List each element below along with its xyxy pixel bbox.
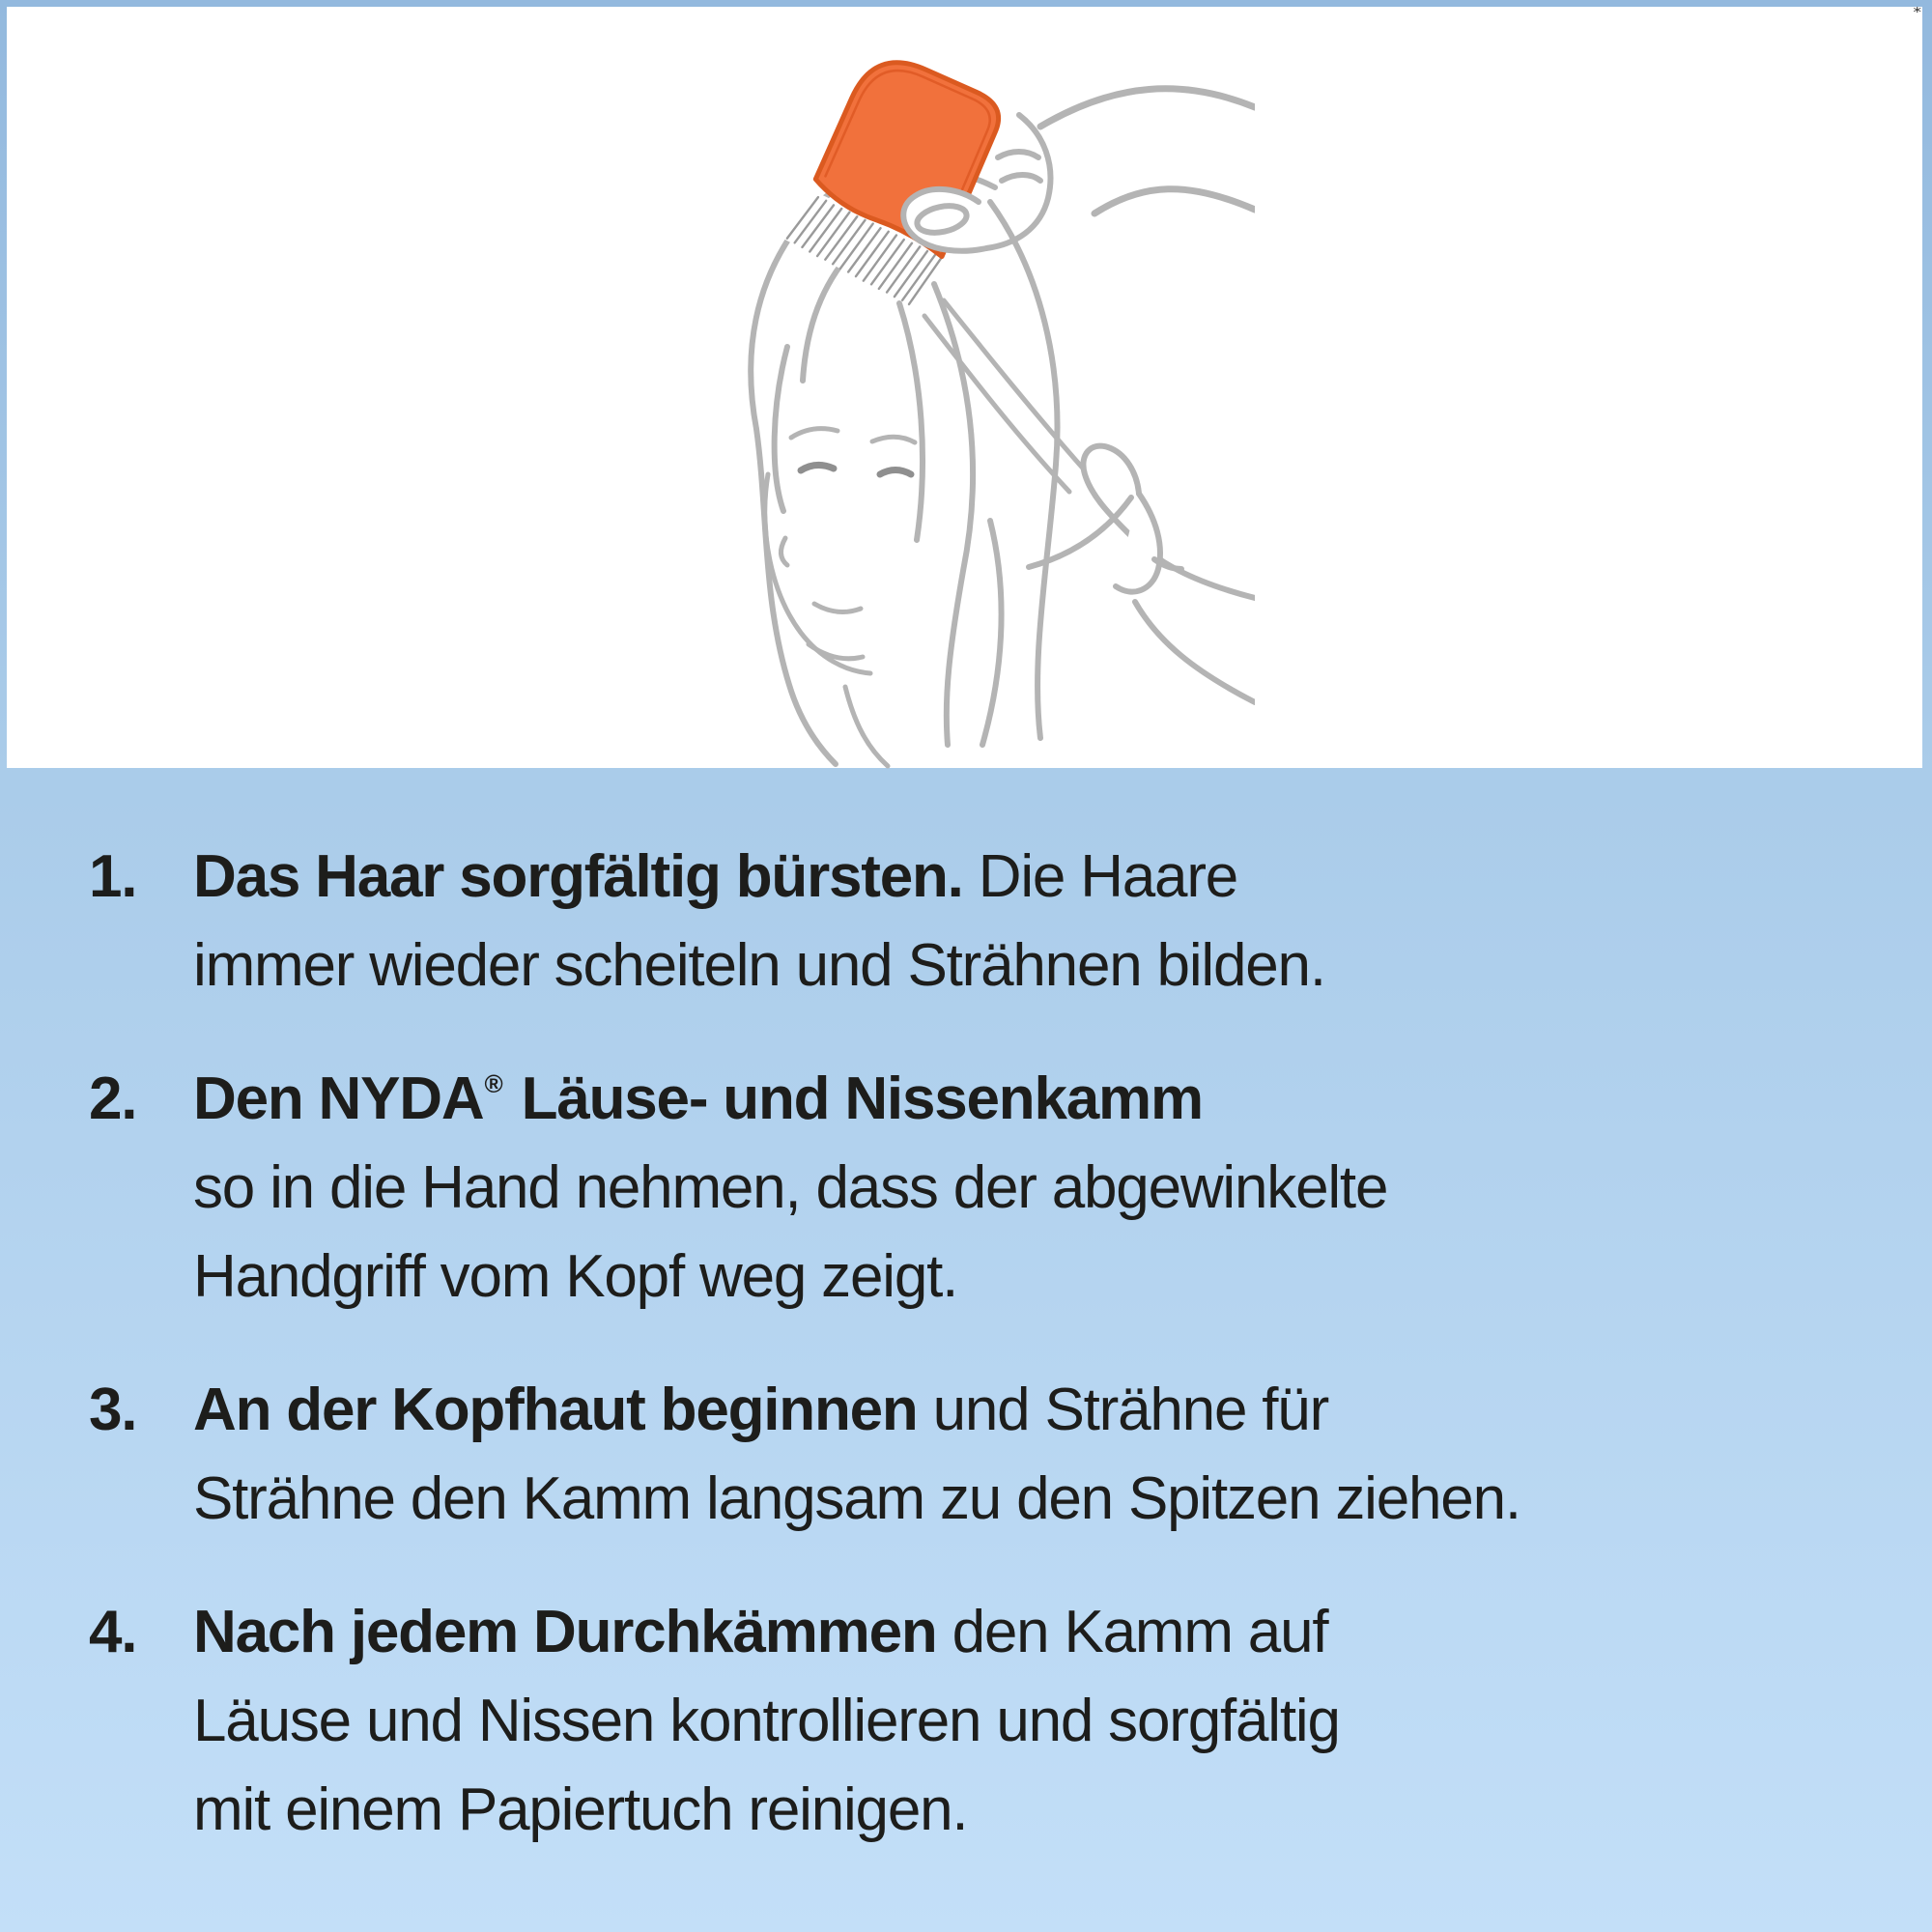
step-text-segment: und Strähne für (917, 1377, 1329, 1443)
step-text (193, 1588, 1893, 1855)
combing-hair-illustration (700, 57, 1255, 770)
step-text-segment: Die Haare (962, 843, 1238, 910)
step-text-segment: Das Haar sorgfältig bürsten. (193, 843, 963, 910)
step-item-2 (89, 1055, 1893, 1321)
step-number: 2. (89, 1065, 137, 1132)
step-text-segment: so in die Hand nehmen, dass der abgewinkelte (193, 1154, 1388, 1221)
step-text-segment: Nach jedem Durchkämmen (193, 1599, 937, 1665)
step-text-segment: Läuse und Nissen kontrollieren und sorgfältig (193, 1688, 1340, 1754)
step-item-4 (89, 1588, 1893, 1855)
step-text-segment: mit einem Papiertuch reinigen. (193, 1776, 968, 1843)
corner-print-mark: * (1913, 5, 1921, 20)
step-text-segment: Den NYDA (193, 1065, 484, 1132)
step-number: 3. (89, 1377, 137, 1443)
girl-face (765, 429, 915, 766)
steps-list (89, 833, 1893, 1899)
upper-arm-lines (1040, 89, 1255, 213)
step-text-segment: den Kamm auf (936, 1599, 1328, 1665)
step-text (193, 1055, 1893, 1321)
step-number: 4. (89, 1599, 137, 1665)
step-text (193, 1366, 1893, 1544)
step-text-segment: Läuse- und Nissenkamm (505, 1065, 1203, 1132)
step-number: 1. (89, 843, 137, 910)
step-text-segment: immer wieder scheiteln und Strähnen bilden. (193, 932, 1325, 999)
lice-comb (781, 57, 1012, 311)
step-text-segment: Strähne den Kamm langsam zu den Spitzen ziehen. (193, 1465, 1520, 1532)
step-text-segment: Handgriff vom Kopf weg zeigt. (193, 1243, 958, 1310)
illustration-panel (7, 7, 1922, 768)
step-item-1 (89, 833, 1893, 1010)
step-item-3 (89, 1366, 1893, 1544)
registered-trademark-sign: ® (484, 1068, 503, 1098)
step-text-segment: An der Kopfhaut beginnen (193, 1377, 918, 1443)
step-text (193, 833, 1893, 1010)
